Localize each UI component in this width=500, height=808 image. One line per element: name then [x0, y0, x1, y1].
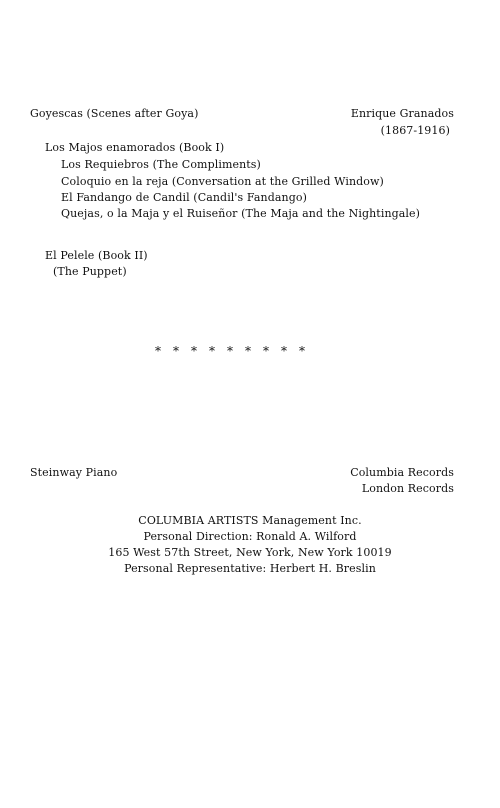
- separator-star: *: [226, 344, 234, 358]
- management-line: Personal Direction: Ronald A. Wilford: [143, 530, 357, 543]
- separator-star: *: [208, 344, 216, 358]
- book-one-item: Quejas, o la Maja y el Ruiseñor (The Maja and the Nightingale): [61, 207, 421, 220]
- separator-star: *: [190, 344, 198, 358]
- records-credit: Columbia Records: [350, 466, 454, 479]
- work-title: Goyescas (Scenes after Goya): [30, 107, 199, 120]
- separator-star: *: [262, 344, 270, 358]
- management-line: COLUMBIA ARTISTS Management Inc.: [138, 514, 362, 527]
- management-address: 165 West 57th Street, New York, New York 10019: [108, 546, 392, 559]
- records-credit: London Records: [361, 482, 454, 495]
- separator-star: *: [280, 344, 288, 358]
- piano-credit: Steinway Piano: [30, 466, 118, 479]
- book-two-heading: El Pelele (Book II): [45, 249, 148, 262]
- book-one-item: Los Requiebros (The Compliments): [61, 158, 261, 171]
- book-one-item: Coloquio en la reja (Conversation at the Grilled Window): [61, 175, 384, 188]
- separator-star: *: [298, 344, 306, 358]
- asterisk-separator: [149, 344, 311, 359]
- separator-star: *: [154, 344, 162, 358]
- separator-star: *: [244, 344, 252, 358]
- book-one-heading: Los Majos enamorados (Book I): [45, 141, 225, 154]
- separator-star: *: [172, 344, 180, 358]
- book-two-subtitle: (The Puppet): [53, 265, 127, 278]
- management-line: Personal Representative: Herbert H. Breslin: [124, 562, 376, 575]
- book-one-item: El Fandango de Candil (Candil's Fandango): [61, 191, 307, 204]
- composer-dates: (1867-1916): [380, 124, 450, 137]
- composer-name: Enrique Granados: [350, 107, 454, 120]
